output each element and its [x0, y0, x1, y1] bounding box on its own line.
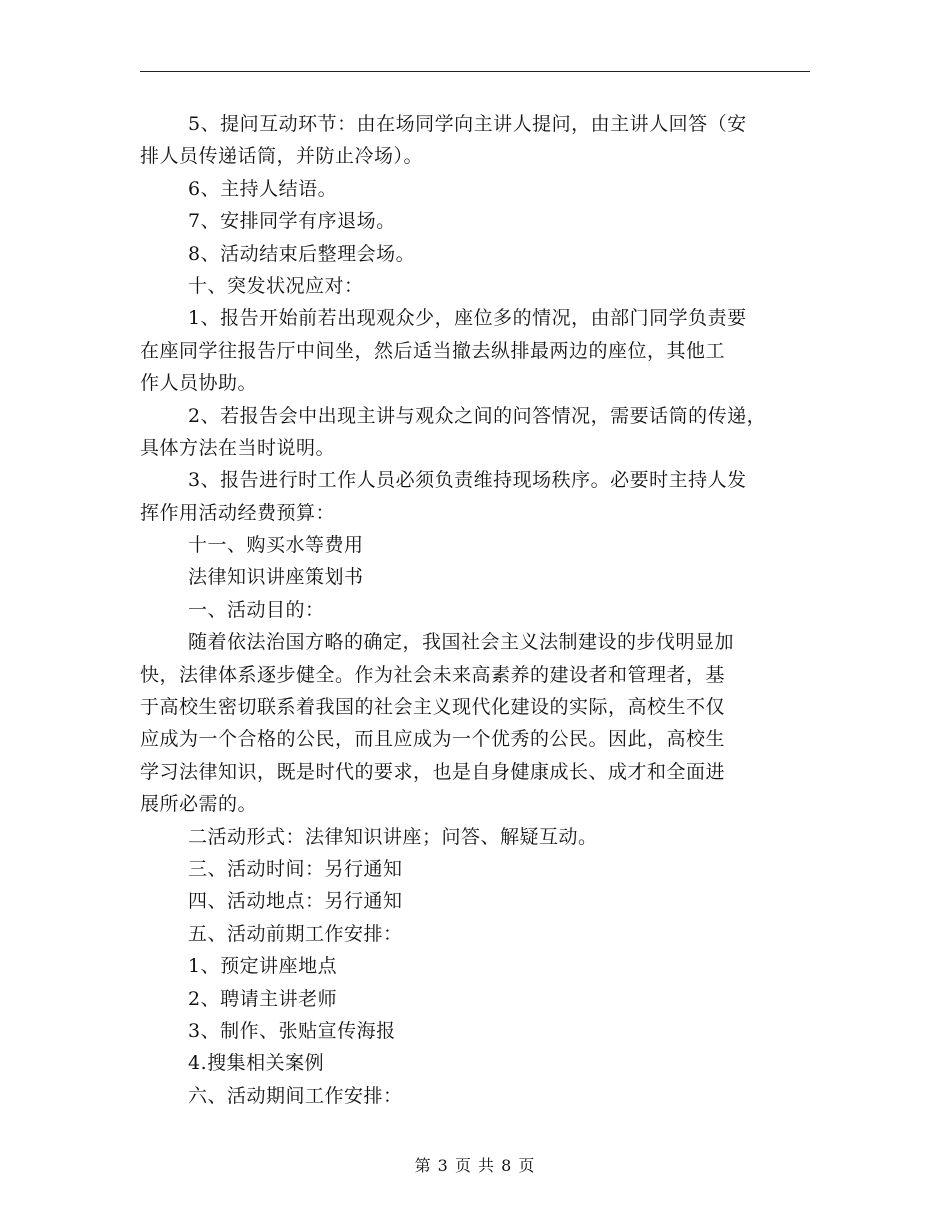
text-line: 8、活动结束后整理会场。	[188, 242, 416, 265]
text-line: 作人员协助。	[140, 372, 258, 395]
text-line: 十一、购买水等费用	[188, 534, 364, 557]
text-line: 排人员传递话筒，并防止冷场）。	[140, 145, 424, 168]
text-line: 展所必需的。	[140, 793, 258, 816]
text-line: 法律知识讲座策划书	[188, 566, 364, 589]
text-line: 随着依法治国方略的确定，我国社会主义法制建设的步伐明显加	[188, 631, 735, 654]
text-line: 挥作用活动经费预算：	[140, 501, 336, 524]
document-body	[140, 108, 820, 1112]
text-line: 4.搜集相关案例	[188, 1052, 325, 1075]
text-line: 六、活动期间工作安排：	[188, 1084, 403, 1107]
text-line: 3、报告进行时工作人员必须负责维持现场秩序。必要时主持人发	[188, 469, 747, 492]
text-line: 6、主持人结语。	[188, 177, 338, 200]
text-line: 五、活动前期工作安排：	[188, 922, 403, 945]
text-line: 2、若报告会中出现主讲与观众之间的问答情况，需要话筒的传递，	[188, 404, 767, 427]
text-line: 2、聘请主讲老师	[188, 987, 338, 1010]
text-line: 5、提问互动环节：由在场同学向主讲人提问，由主讲人回答（安	[188, 113, 747, 135]
text-line: 于高校生密切联系着我国的社会主义现代化建设的实际，高校生不仅	[140, 696, 726, 719]
text-line: 四、活动地点：另行通知	[188, 890, 403, 913]
page-footer: 第 3 页 共 8 页	[414, 1156, 536, 1175]
text-line: 1、报告开始前若出现观众少，座位多的情况，由部门同学负责要	[188, 307, 747, 330]
text-line: 应成为一个合格的公民，而且应成为一个优秀的公民。因此，高校生	[140, 728, 726, 751]
text-line: 在座同学往报告厅中间坐，然后适当撤去纵排最两边的座位，其他工	[140, 339, 726, 362]
text-line: 二活动形式：法律知识讲座；问答、解疑互动。	[188, 825, 598, 848]
header-rule	[140, 71, 810, 72]
text-line: 学习法律知识，既是时代的要求，也是自身健康成长、成才和全面进	[140, 760, 726, 783]
text-line: 具体方法在当时说明。	[140, 436, 336, 459]
text-line: 十、突发状况应对：	[188, 274, 364, 297]
text-line: 一、活动目的：	[188, 598, 325, 621]
text-line: 3、制作、张贴宣传海报	[188, 1019, 396, 1042]
text-line: 7、安排同学有序退场。	[188, 210, 396, 233]
text-line: 三、活动时间：另行通知	[188, 857, 403, 880]
text-line: 1、预定讲座地点	[188, 955, 338, 978]
text-line: 快，法律体系逐步健全。作为社会未来高素养的建设者和管理者，基	[140, 663, 726, 686]
